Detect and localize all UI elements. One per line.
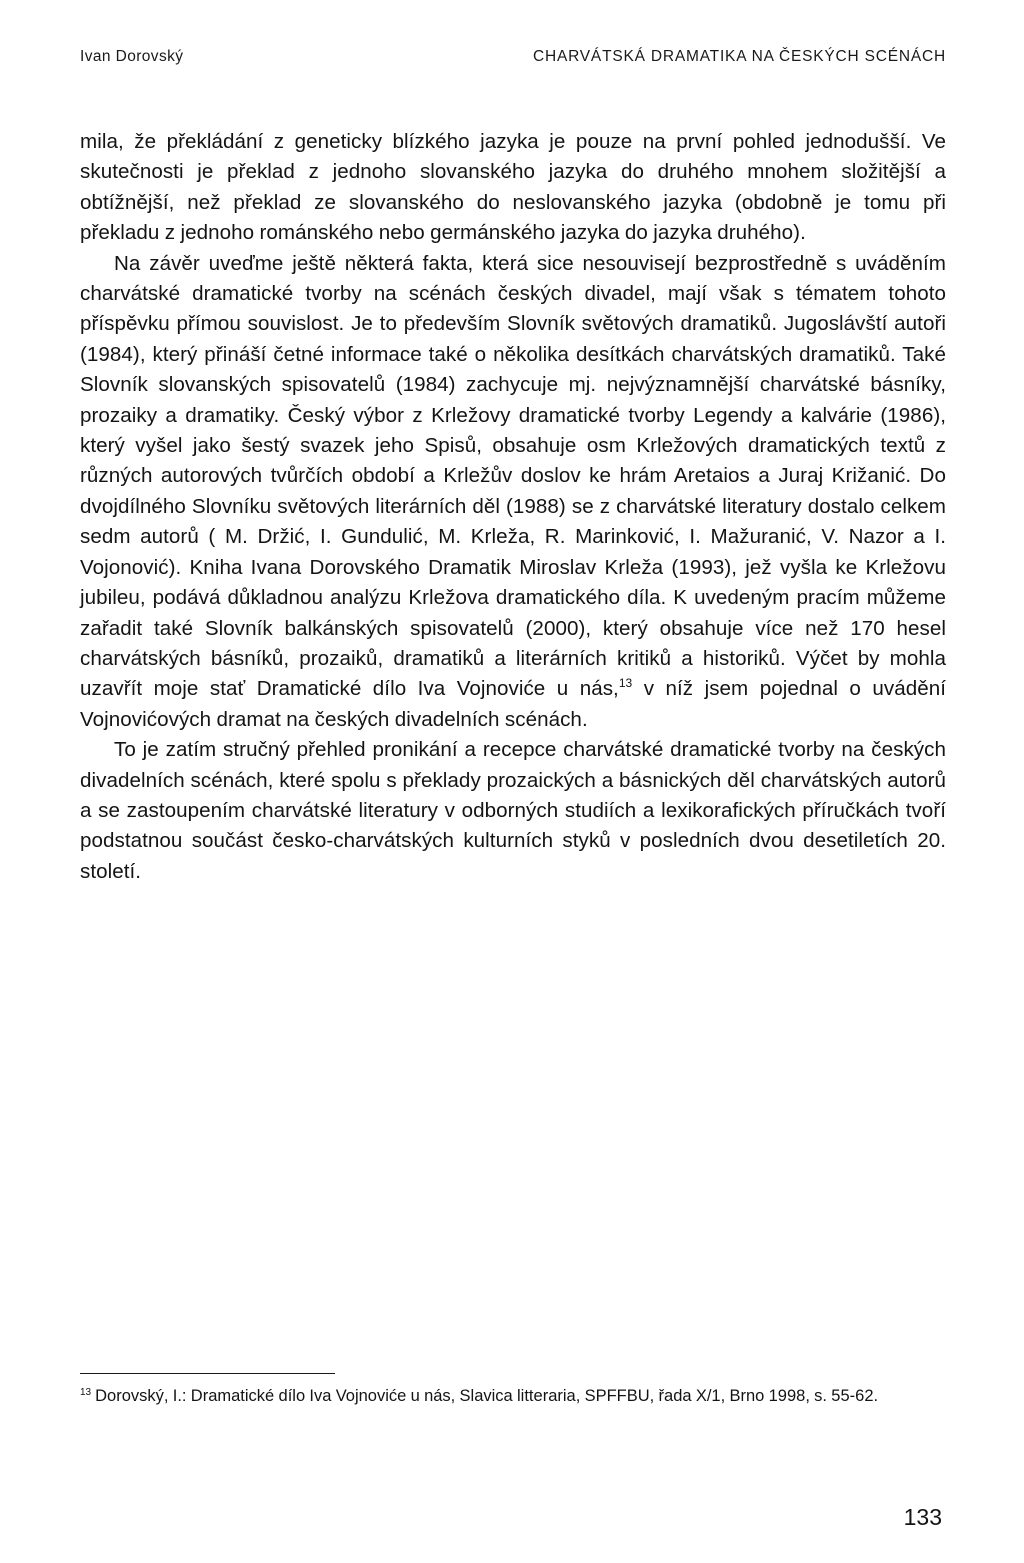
paragraph-3: [80, 735, 946, 887]
running-header: [80, 48, 946, 66]
footnote-marker: 13: [80, 1387, 92, 1398]
paragraph-2-text-continued: v níž jsem pojednal o uvádění Vojnovićových dramat na českých divadelních scénách.: [80, 677, 946, 731]
paragraph-1: [80, 127, 946, 249]
paragraph-2-text: Na závěr uveďme ještě některá fakta, která sice nesouvisejí bezprostředně s uváděním charvátské dramatické tvorby na scénách českých divadel, mají však s tématem tohoto příspěvku přímou souvislost. Je to především Slovník světových dramatiků. Jugoslávští autoři (1984), který přináší četné informace také o několika desítkách charvátských dramatiků. Také Slovník slovanských spisovatelů (1984) zachycuje mj. nejvýznamnější charvátské básníky, prozaiky a dramatiky. Český výbor z Krležovy dramatické tvorby Legendy a kalvárie (1986), který vyšel jako šestý svazek jeho Spisů, obsahuje osm Krležových dramatických textů z různých autorových tvůrčích období a Krležův doslov ke hrám Aretaios a Juraj Križanić. Do dvojdílného Slovníku světových literárních děl (1988) se z charvátské literatury dostalo celkem sedm autorů ( M. Držić, I. Gundulić, M. Krleža, R. Marinković, I. Mažuranić, V. Nazor a I. Vojonović). Kniha Ivana Dorovského Dramatik Miroslav Krleža (1993), jež vyšla ke Krležovu jubileu, podává důkladnou analýzu Krležova dramatického díla. K uvedeným pracím můžeme zařadit také Slovník balkánských spisovatelů (2000), který obsahuje více než 170 hesel charvátských básníků, prozaiků, dramatiků a literárních kritiků a historiků. Výčet by mohla uzavřít moje stať Dramatické dílo Iva Vojnoviće u nás,: [80, 251, 946, 701]
footnote-divider: [80, 1373, 335, 1374]
page-number: 133: [903, 1504, 942, 1530]
paragraph-3-text: To je zatím stručný přehled pronikání a recepce charvátské dramatické tvorby na českých divadelních scénách, které spolu s překlady prozaických a básnických děl charvátských autorů a se zastoupením charvátské literatury v odborných studiích a lexikorafických příručkách tvoří podstatnou součást česko-charvátských kulturních styků v posledních dvou desetiletích 20. století.: [80, 738, 946, 883]
footnote: [80, 1384, 946, 1408]
body-text: [80, 127, 946, 887]
header-author: Ivan Dorovský: [80, 48, 184, 65]
paragraph-1-text: mila, že překládání z geneticky blízkého jazyka je pouze na první pohled jednodušší. Ve skutečnosti je překlad z jednoho slovanského jazyka do druhého mnohem složitější a obtížnější, než překlad ze slovanského do neslovanského jazyka (obdobně je tomu při překladu z jednoho románského nebo germánského jazyka do jazyka druhého).: [80, 130, 946, 245]
paragraph-2: [80, 249, 946, 736]
footnote-text: Dorovský, I.: Dramatické dílo Iva Vojnoviće u nás, Slavica litteraria, SPFFBU, řada X/1, Brno 1998, s. 55-62.: [95, 1387, 879, 1405]
footnote-reference: 13: [618, 676, 633, 691]
header-title: CHARVÁTSKÁ DRAMATIKA NA ČESKÝCH SCÉNÁCH: [532, 48, 946, 65]
